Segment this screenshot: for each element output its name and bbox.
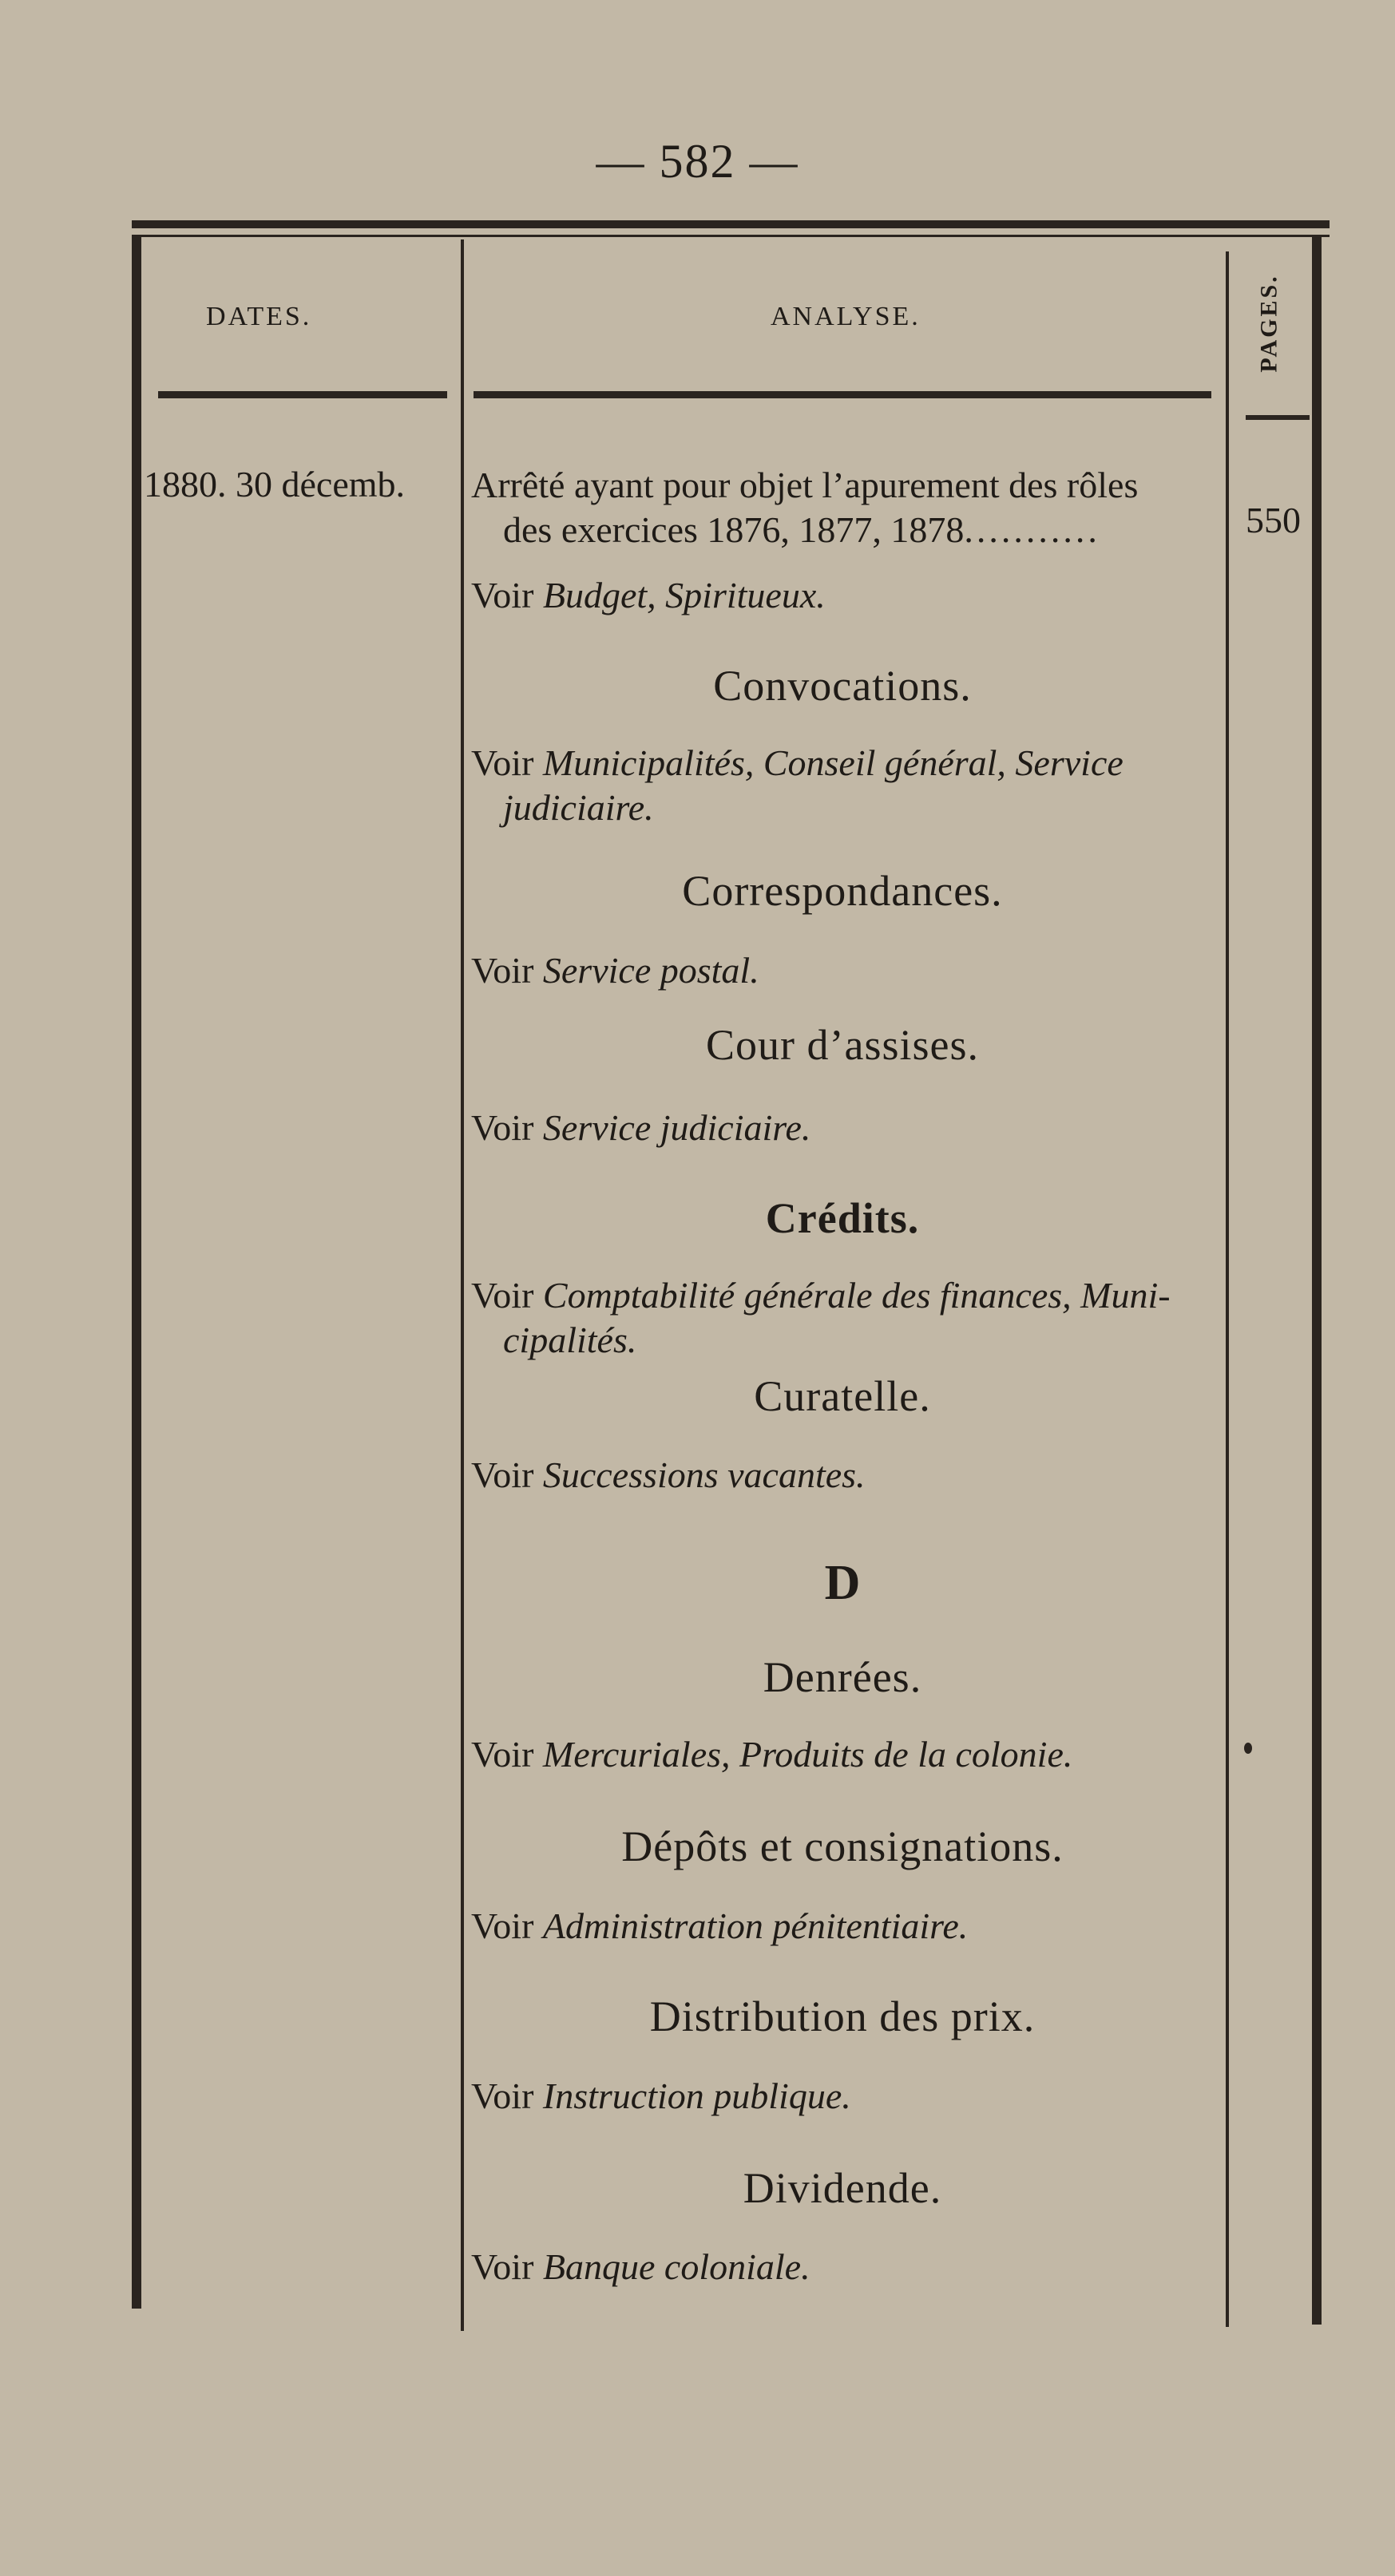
header-analyse: ANALYSE. — [771, 302, 921, 331]
left-border — [132, 235, 141, 2309]
entry-heading: Correspondances. — [682, 867, 1003, 915]
decree-text: Arrêté ayant pour objet l’apurement des rôles des exercices 1876, 1877, 1878........... — [471, 465, 1139, 550]
see-also: Voir Banque coloniale. — [471, 2246, 810, 2287]
ink-dot — [1244, 1743, 1252, 1754]
top-rule-thin — [132, 235, 1330, 237]
entry-heading: Denrées. — [763, 1653, 922, 1701]
see-also: Voir Service judiciaire. — [471, 1107, 811, 1148]
entry-heading: Cour d’assises. — [706, 1021, 979, 1069]
top-rule — [132, 220, 1330, 228]
entry-heading: Dividende. — [743, 2164, 942, 2212]
page-reference: 550 — [1246, 500, 1301, 540]
see-also: Voir Instruction publique. — [471, 2075, 851, 2116]
see-also: Voir Service postal. — [471, 950, 759, 991]
see-also: Voir Administration pénitentiaire. — [471, 1905, 969, 1946]
entry-heading: Crédits. — [765, 1194, 920, 1242]
header-rule-analyse — [474, 391, 1211, 398]
section-letter: D — [824, 1556, 861, 1610]
entry-date: 1880. 30 décemb. — [144, 464, 406, 505]
entry-heading: Curatelle. — [754, 1372, 931, 1420]
entry-heading: Dépôts et consignations. — [621, 1822, 1064, 1870]
dates-column-divider — [461, 239, 464, 2331]
header-rule-pages — [1246, 415, 1310, 420]
see-also: Voir Mercuriales, Produits de la colonie. — [471, 1734, 1073, 1775]
see-also: Voir Municipalités, Conseil général, Service judiciaire. — [471, 742, 1124, 828]
entry-heading: Distribution des prix. — [649, 1992, 1036, 2040]
header-pages: PAGES. — [1256, 274, 1283, 373]
header-dates: DATES. — [206, 302, 312, 331]
see-also: Voir Budget, Spiritueux. — [471, 575, 826, 615]
right-border — [1312, 235, 1322, 2325]
header-rule-dates — [158, 391, 447, 398]
page-number: — 582 — — [596, 135, 799, 188]
entry-heading: Convocations. — [713, 662, 972, 710]
pages-column-divider — [1226, 251, 1229, 2327]
see-also: Voir Successions vacantes. — [471, 1454, 866, 1495]
see-also: Voir Comptabilité générale des finances, Muni- cipalités. — [471, 1275, 1171, 1360]
